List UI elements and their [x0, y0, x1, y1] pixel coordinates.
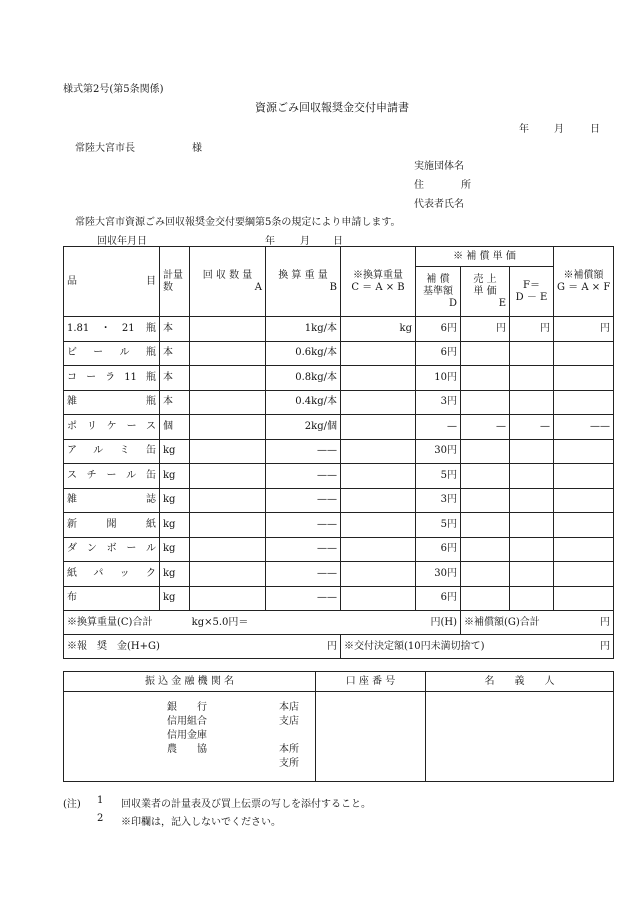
sale-price: [461, 562, 510, 587]
statement: 常陸大宮市資源ごみ回収報奨金交付要綱第5条の規定により申請します。: [75, 217, 401, 228]
difference: 円: [510, 317, 554, 342]
collection-date-label: 回収年月日: [97, 236, 147, 247]
difference: [510, 513, 554, 538]
address-label-2: 所: [461, 180, 471, 191]
difference: [510, 488, 554, 513]
table-row: [64, 341, 614, 366]
compensation: [554, 537, 614, 562]
sale-price: [461, 488, 510, 513]
sale-price: [461, 464, 510, 489]
difference: [510, 341, 554, 366]
base-amount: 3円: [416, 390, 461, 415]
unit: 個: [160, 415, 190, 440]
compensation: [554, 586, 614, 611]
bank-table: [63, 671, 614, 782]
compensation: [554, 439, 614, 464]
table-row: [64, 366, 614, 391]
sale-price: [461, 341, 510, 366]
unit: 本: [160, 317, 190, 342]
note-1-number: 1: [97, 795, 104, 806]
main-table: [63, 246, 614, 659]
address-label-1: 住: [414, 180, 424, 191]
header-item: 品 目: [64, 247, 160, 317]
conversion: 0.8kg/本: [266, 366, 341, 391]
notes-label: (注): [63, 799, 81, 810]
collection-year: 年: [265, 236, 275, 247]
bank-account-cell: [316, 692, 426, 782]
total-converted-row: ※換算重量(C)合計 kg×5.0円＝ 円(H): [64, 611, 461, 635]
reward-row: ※報 奨 金(H+G) 円: [64, 635, 341, 659]
quantity-cell: [190, 586, 266, 611]
base-amount: 3円: [416, 488, 461, 513]
conversion: ——: [266, 537, 341, 562]
unit: kg: [160, 513, 190, 538]
addressee: 常陸大宮市長: [75, 143, 135, 154]
item-name: ダンボール: [64, 537, 160, 562]
compensation: [554, 562, 614, 587]
converted-weight: [341, 390, 416, 415]
representative-label: 代表者氏名: [414, 199, 464, 210]
sale-price: [461, 390, 510, 415]
table-row: [64, 317, 614, 342]
table-row: [64, 537, 614, 562]
converted-weight: [341, 537, 416, 562]
sale-price: [461, 586, 510, 611]
converted-weight: [341, 562, 416, 587]
sale-price: 円: [461, 317, 510, 342]
bank-institution-cell: 銀 行 本店 信用組合 支店 信用金庫 農 協 本所 支所: [64, 692, 316, 782]
item-name: ポリケース: [64, 415, 160, 440]
sale-price: —: [461, 415, 510, 440]
base-amount: 6円: [416, 317, 461, 342]
date-day-label: 日: [590, 124, 600, 135]
addressee-suffix: 様: [192, 143, 202, 154]
base-amount: —: [416, 415, 461, 440]
sale-price: [461, 537, 510, 562]
compensation: 円: [554, 317, 614, 342]
bank-header-institution: 振 込 金 融 機 関 名: [64, 672, 316, 692]
header-converted-weight: ※換算重量 C ＝ A × B: [341, 247, 416, 317]
table-row: [64, 562, 614, 587]
base-amount: 6円: [416, 341, 461, 366]
conversion: 1kg/本: [266, 317, 341, 342]
quantity-cell: [190, 464, 266, 489]
header-compensation-amount: ※補償額 G ＝ A × F: [554, 247, 614, 317]
item-name: アルミ缶: [64, 439, 160, 464]
unit: kg: [160, 586, 190, 611]
conversion: ——: [266, 464, 341, 489]
converted-weight: [341, 366, 416, 391]
quantity-cell: [190, 317, 266, 342]
difference: [510, 464, 554, 489]
document-title: 資源ごみ回収報奨金交付申請書: [255, 101, 409, 114]
difference: [510, 562, 554, 587]
header-e: 売 上 単 価 E: [461, 267, 510, 317]
collection-month: 月: [300, 236, 310, 247]
difference: [510, 537, 554, 562]
table-row: [64, 390, 614, 415]
collection-day: 日: [333, 236, 343, 247]
conversion: 2kg/個: [266, 415, 341, 440]
quantity-cell: [190, 341, 266, 366]
conversion: ——: [266, 439, 341, 464]
difference: [510, 586, 554, 611]
converted-weight: [341, 488, 416, 513]
difference: [510, 390, 554, 415]
table-row: [64, 415, 614, 440]
sale-price: [461, 513, 510, 538]
converted-weight: [341, 415, 416, 440]
compensation: [554, 513, 614, 538]
decision-row: ※交付決定額(10円未満切捨て) 円: [341, 635, 614, 659]
quantity-cell: [190, 366, 266, 391]
table-row: [64, 488, 614, 513]
item-name: スチール缶: [64, 464, 160, 489]
conversion: ——: [266, 562, 341, 587]
sale-price: [461, 366, 510, 391]
item-name: 雑誌: [64, 488, 160, 513]
quantity-cell: [190, 513, 266, 538]
unit: 本: [160, 390, 190, 415]
difference: —: [510, 415, 554, 440]
base-amount: 30円: [416, 439, 461, 464]
base-amount: 5円: [416, 464, 461, 489]
conversion: ——: [266, 513, 341, 538]
converted-weight: [341, 586, 416, 611]
unit: 本: [160, 341, 190, 366]
unit: kg: [160, 562, 190, 587]
converted-weight: [341, 464, 416, 489]
table-row: [64, 586, 614, 611]
note-1-text: 回収業者の計量表及び買上伝票の写しを添付すること。: [121, 799, 371, 810]
compensation: [554, 488, 614, 513]
base-amount: 30円: [416, 562, 461, 587]
header-f: F＝ D － E: [510, 267, 554, 317]
item-name: 1.81・21瓶: [64, 317, 160, 342]
note-2-text: ※印欄は，記入しないでください。: [121, 817, 281, 828]
conversion: ——: [266, 488, 341, 513]
item-name: 新聞紙: [64, 513, 160, 538]
quantity-cell: [190, 562, 266, 587]
item-name: ビール瓶: [64, 341, 160, 366]
table-row: [64, 513, 614, 538]
base-amount: 5円: [416, 513, 461, 538]
quantity-cell: [190, 439, 266, 464]
total-compensation-row: ※補償額(G)合計 円: [461, 611, 614, 635]
table-row: [64, 439, 614, 464]
base-amount: 6円: [416, 537, 461, 562]
header-unit: 計量 数: [160, 247, 190, 317]
base-amount: 6円: [416, 586, 461, 611]
table-row: [64, 464, 614, 489]
quantity-cell: [190, 488, 266, 513]
header-compensation-unit-price: ※ 補 償 単 価: [416, 247, 554, 267]
quantity-cell: [190, 537, 266, 562]
difference: [510, 366, 554, 391]
header-d: 補 償 基準額 D: [416, 267, 461, 317]
conversion: ——: [266, 586, 341, 611]
converted-weight: [341, 439, 416, 464]
converted-weight: [341, 513, 416, 538]
form-number: 様式第2号(第5条関係): [63, 84, 164, 95]
converted-weight: kg: [341, 317, 416, 342]
quantity-cell: [190, 390, 266, 415]
bank-header-holder: 名 義 人: [426, 672, 614, 692]
date-month-label: 月: [554, 124, 564, 135]
bank-header-account: 口 座 番 号: [316, 672, 426, 692]
compensation: ——: [554, 415, 614, 440]
date-year-label: 年: [519, 124, 529, 135]
quantity-cell: [190, 415, 266, 440]
unit: kg: [160, 488, 190, 513]
sale-price: [461, 439, 510, 464]
item-name: 布: [64, 586, 160, 611]
compensation: [554, 341, 614, 366]
header-conversion: 換 算 重 量 B: [266, 247, 341, 317]
item-name: コーラ11瓶: [64, 366, 160, 391]
compensation: [554, 464, 614, 489]
header-quantity: 回 収 数 量 A: [190, 247, 266, 317]
unit: kg: [160, 439, 190, 464]
unit: 本: [160, 366, 190, 391]
difference: [510, 439, 554, 464]
conversion: 0.6kg/本: [266, 341, 341, 366]
base-amount: 10円: [416, 366, 461, 391]
unit: kg: [160, 464, 190, 489]
bank-holder-cell: [426, 692, 614, 782]
unit: kg: [160, 537, 190, 562]
compensation: [554, 390, 614, 415]
conversion: 0.4kg/本: [266, 390, 341, 415]
item-name: 紙パック: [64, 562, 160, 587]
note-2-number: 2: [97, 813, 104, 824]
org-name-label: 実施団体名: [414, 161, 464, 172]
converted-weight: [341, 341, 416, 366]
compensation: [554, 366, 614, 391]
item-name: 雑瓶: [64, 390, 160, 415]
